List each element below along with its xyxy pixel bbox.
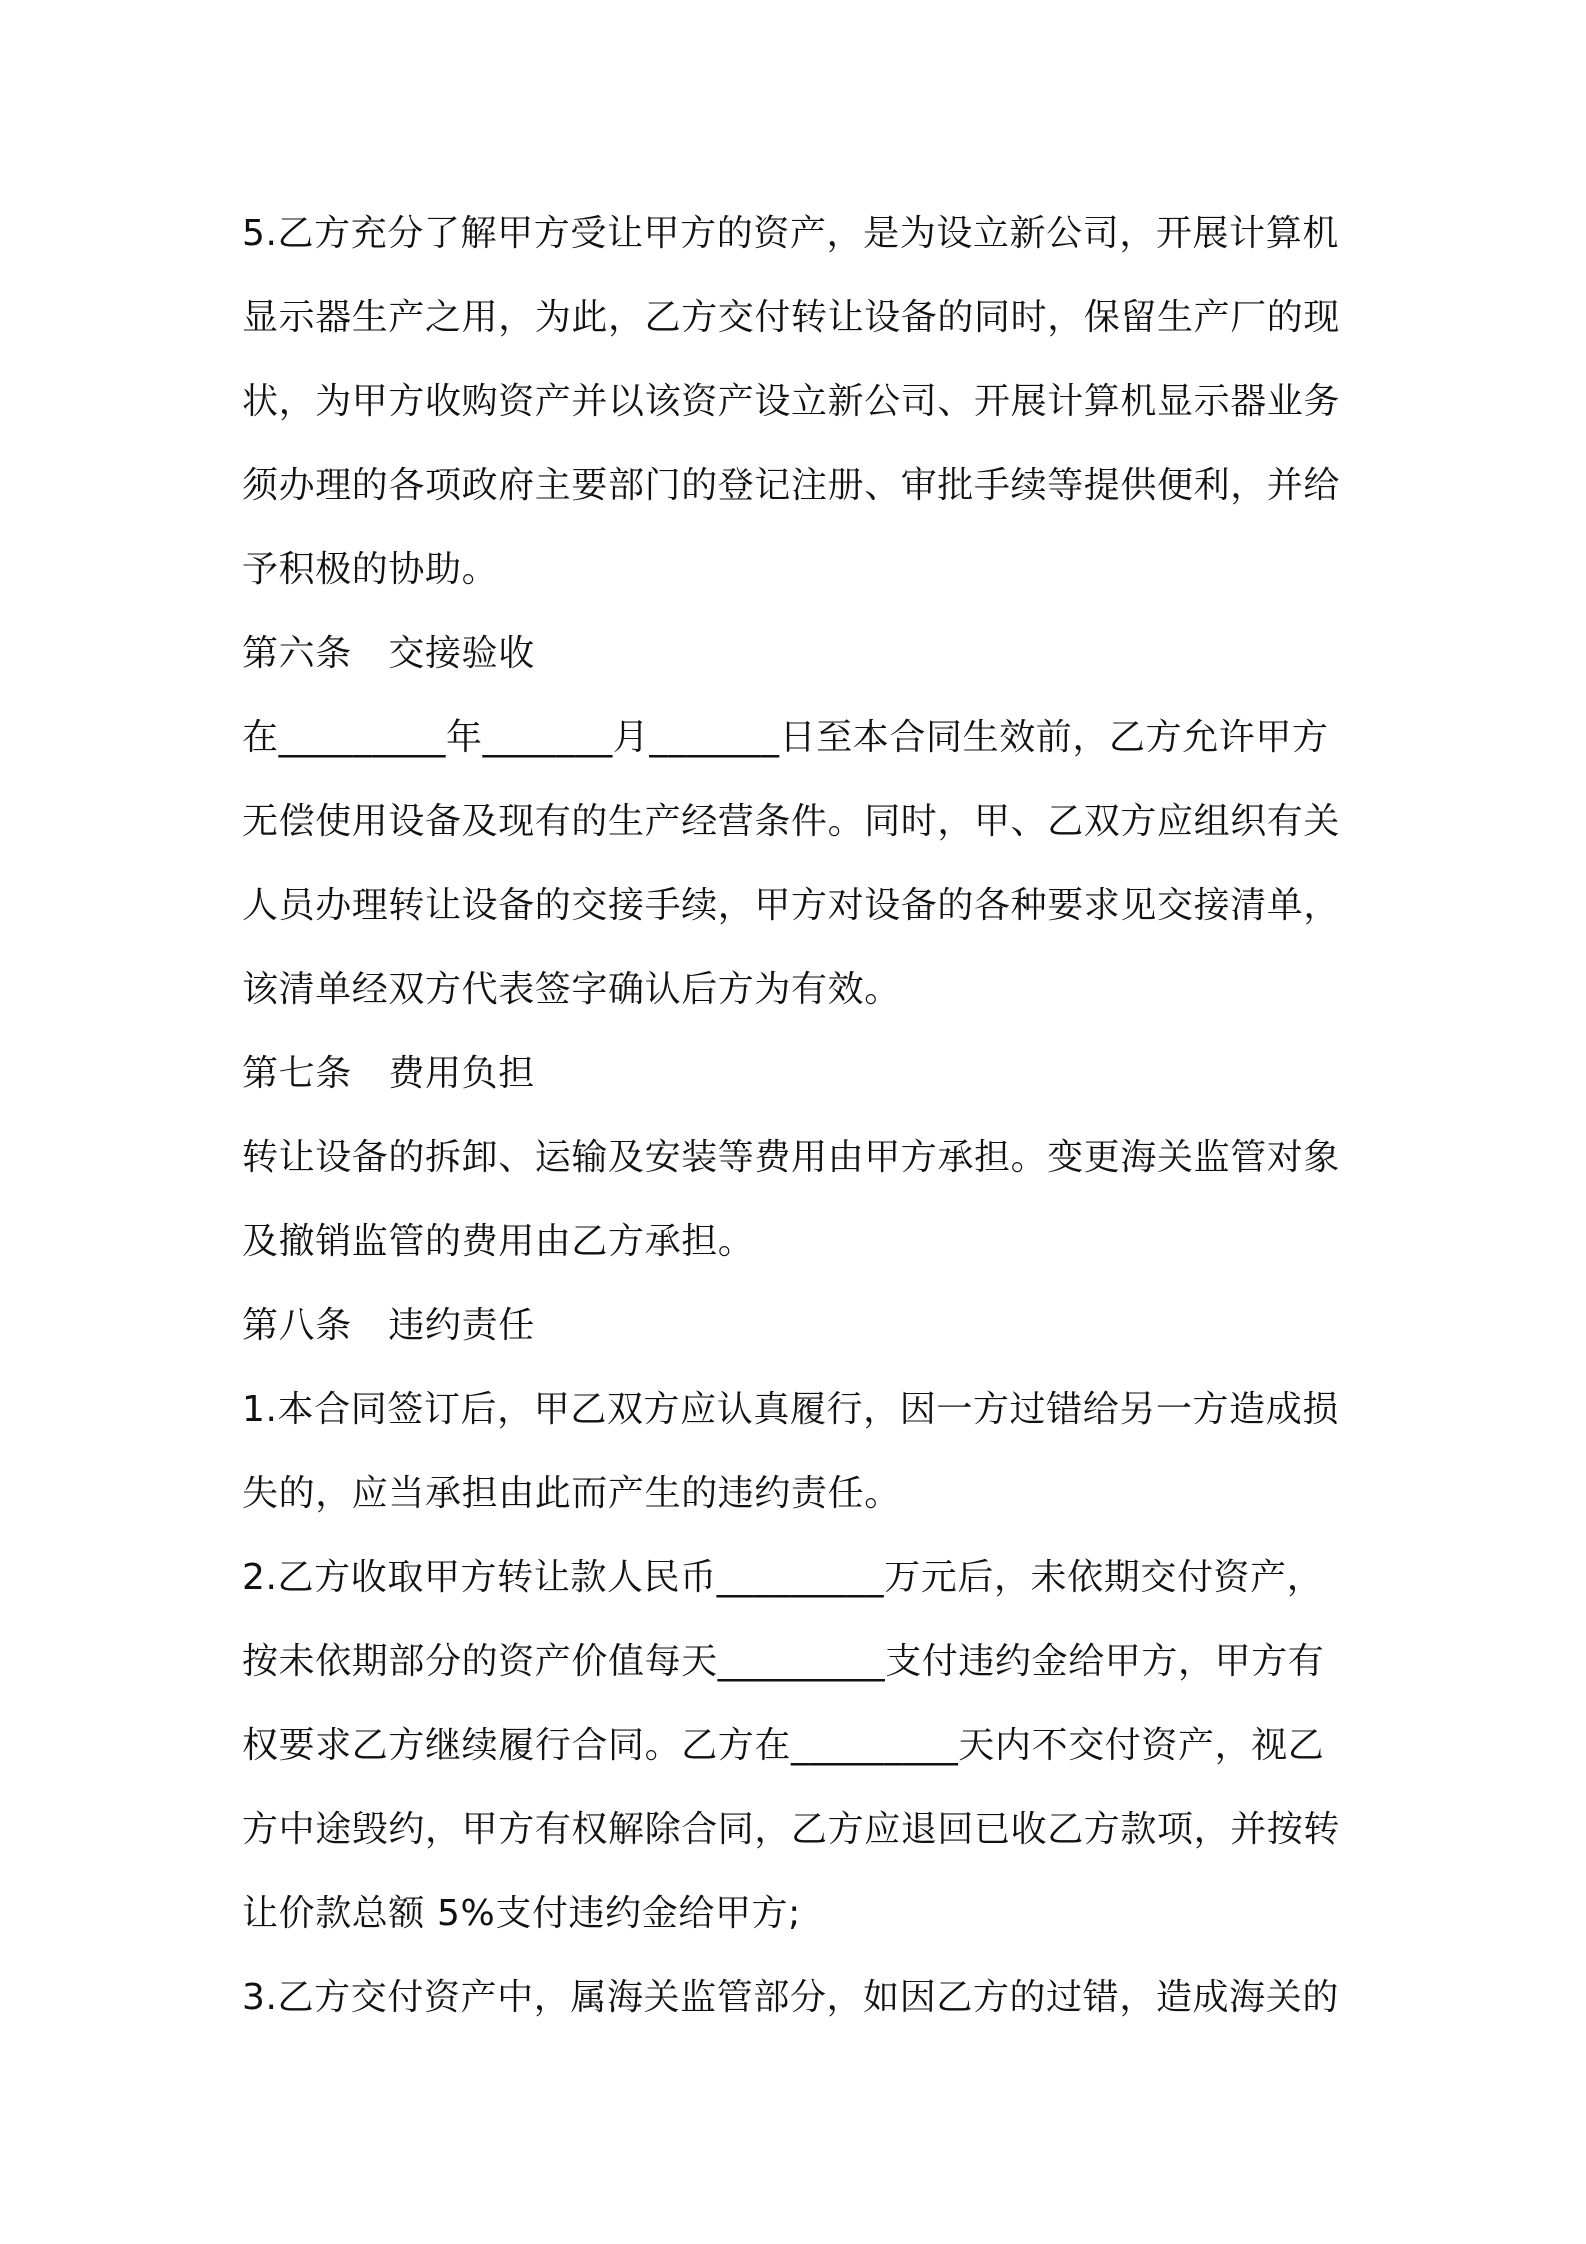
article-8-clause-2-line-2: 按未依期部分的资产价值每天_________支付违约金给甲方，甲方有 [242, 1641, 1325, 1682]
section-heading-article-6: 第六条 交接验收 [242, 633, 535, 674]
article-8-clause-2-line-3: 权要求乙方继续履行合同。乙方在_________天内不交付资产，视乙 [242, 1725, 1325, 1766]
article-7-line-2: 及撤销监管的费用由乙方承担。 [242, 1221, 755, 1262]
article-8-clause-3-line-1: 3.乙方交付资产中，属海关监管部分，如因乙方的过错，造成海关的 [242, 1977, 1339, 2018]
clause-5-line-1: 5.乙方充分了解甲方受让甲方的资产，是为设立新公司，开展计算机 [242, 213, 1339, 254]
article-6-line-3: 人员办理转让设备的交接手续，甲方对设备的各种要求见交接清单， [242, 885, 1341, 926]
article-6-line-2: 无偿使用设备及现有的生产经营条件。同时，甲、乙双方应组织有关 [242, 801, 1341, 842]
article-8-clause-1-line-2: 失的，应当承担由此而产生的违约责任。 [242, 1473, 901, 1514]
article-8-clause-1-line-1: 1.本合同签订后，甲乙双方应认真履行，因一方过错给另一方造成损 [242, 1389, 1339, 1430]
clause-5-line-4: 须办理的各项政府主要部门的登记注册、审批手续等提供便利，并给 [242, 465, 1341, 506]
article-7-line-1: 转让设备的拆卸、运输及安装等费用由甲方承担。变更海关监管对象 [242, 1137, 1341, 1178]
contract-text [242, 192, 1362, 2040]
article-6-line-1: 在_________年_______月_______日至本合同生效前，乙方允许甲方 [242, 717, 1329, 758]
article-8-clause-2-line-4: 方中途毁约，甲方有权解除合同，乙方应退回已收乙方款项，并按转 [242, 1809, 1341, 1850]
section-heading-article-7: 第七条 费用负担 [242, 1053, 535, 1094]
article-8-clause-2-line-5: 让价款总额 5%支付违约金给甲方; [242, 1893, 801, 1934]
section-heading-article-8: 第八条 违约责任 [242, 1305, 535, 1346]
article-8-clause-2-line-1: 2.乙方收取甲方转让款人民币_________万元后，未依期交付资产， [242, 1557, 1324, 1598]
clause-5-line-3: 状，为甲方收购资产并以该资产设立新公司、开展计算机显示器业务 [242, 381, 1341, 422]
clause-5-line-5: 予积极的协助。 [242, 549, 499, 590]
clause-5-line-2: 显示器生产之用，为此，乙方交付转让设备的同时，保留生产厂的现 [242, 297, 1341, 338]
article-6-line-4: 该清单经双方代表签字确认后方为有效。 [242, 969, 901, 1010]
